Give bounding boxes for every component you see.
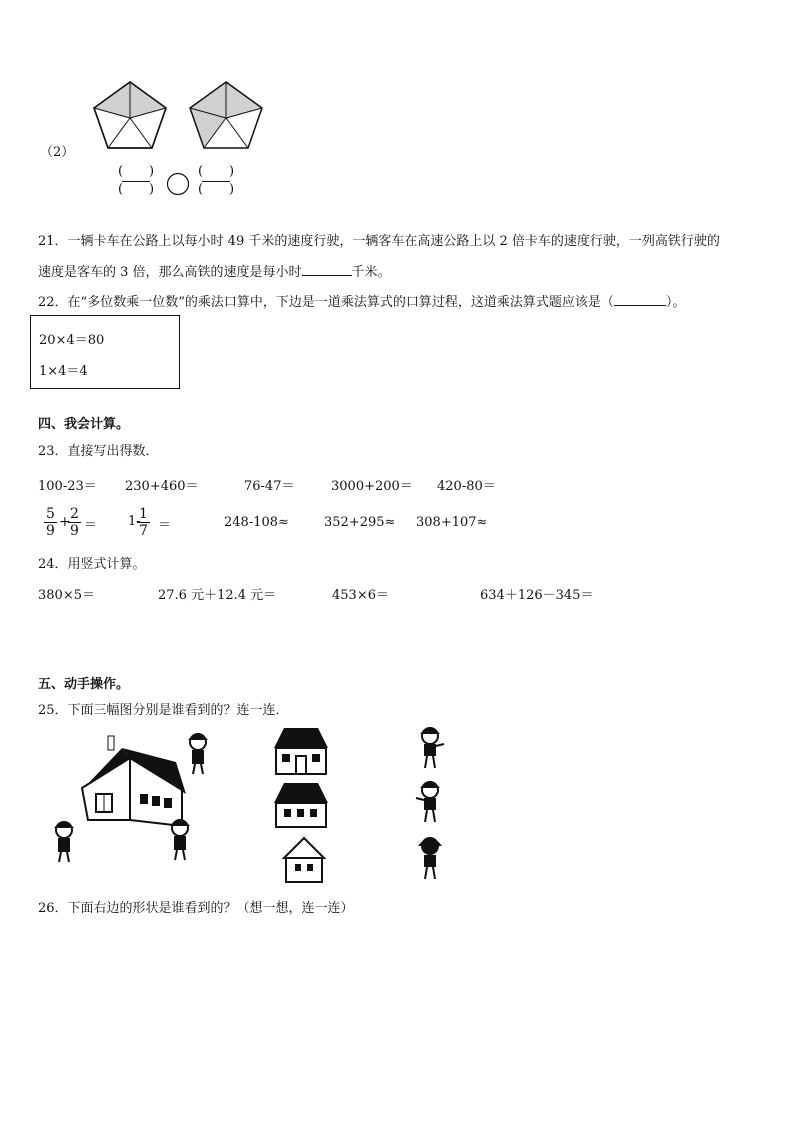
q24-item-3[interactable]: 453×6＝ bbox=[332, 588, 389, 603]
child-figure-3[interactable] bbox=[412, 834, 448, 882]
q21-line1: 21．一辆卡车在公路上以每小时 49 千米的速度行驶，一辆客车在高速公路上以 2 倍卡车的速度行驶，一列高铁行驶的 bbox=[38, 234, 720, 249]
q23-plus-sign: + bbox=[59, 514, 71, 530]
q23-item-10[interactable]: 308+107≈ bbox=[416, 515, 488, 530]
q26-title: 26．下面右边的形状是谁看到的？（想一想，连一连） bbox=[38, 901, 354, 916]
q21-line2: 速度是客车的 3 倍，那么高铁的速度是每小时 千米。 bbox=[38, 265, 391, 280]
q23-equals-1[interactable]: ＝ bbox=[84, 518, 98, 533]
q20-part-label: （2） bbox=[40, 145, 75, 160]
q23-fraction-1-7: $\frac{1}{7}$ bbox=[139, 506, 148, 539]
compare-circle[interactable] bbox=[166, 172, 190, 196]
q25-title: 25．下面三幅图分别是谁看到的？连一连． bbox=[38, 703, 289, 718]
q23-item-3[interactable]: 76-47＝ bbox=[244, 479, 295, 494]
pentagon-right-figure bbox=[186, 78, 266, 152]
house-view-side-long[interactable] bbox=[272, 781, 330, 829]
q24-title: 24．用竖式计算。 bbox=[38, 557, 146, 572]
q21-answer-blank[interactable] bbox=[302, 263, 352, 276]
child-figure-1[interactable] bbox=[412, 724, 448, 770]
child-figure-2[interactable] bbox=[412, 778, 448, 824]
q22-box-line-2: 1×4＝4 bbox=[39, 364, 88, 379]
q24-item-4[interactable]: 634＋126－345＝ bbox=[480, 588, 594, 603]
q23-item-4[interactable]: 3000+200＝ bbox=[331, 479, 413, 494]
q23-one-minus: 1- bbox=[128, 514, 141, 529]
section4-title: 四、我会计算。 bbox=[38, 417, 130, 432]
house-view-gable[interactable] bbox=[282, 836, 326, 886]
q23-fraction-2-9: $\frac{2}{9}$ bbox=[70, 506, 79, 539]
q23-title: 23．直接写出得数． bbox=[38, 444, 159, 459]
q23-item-9[interactable]: 352+295≈ bbox=[324, 515, 396, 530]
q23-equals-2[interactable]: ＝ bbox=[158, 518, 172, 533]
house-view-front[interactable] bbox=[272, 726, 330, 776]
house-scene-illustration bbox=[50, 728, 230, 868]
q22-calculation-box bbox=[30, 315, 180, 389]
q23-item-8[interactable]: 248-108≈ bbox=[224, 515, 289, 530]
q23-item-1[interactable]: 100-23＝ bbox=[38, 479, 97, 494]
q22-question: 22．在“多位数乘一位数”的乘法口算中，下边是一道乘法算式的口算过程，这道乘法算式题应该是（ ）。 bbox=[38, 295, 686, 310]
q23-item-2[interactable]: 230+460＝ bbox=[125, 479, 199, 494]
q22-answer-blank[interactable] bbox=[614, 293, 666, 306]
fraction-answer-left[interactable]: ( ) ( ) bbox=[118, 164, 155, 197]
fraction-answer-right[interactable]: ( ) ( ) bbox=[198, 164, 235, 197]
pentagon-left-figure bbox=[90, 78, 170, 152]
section5-title: 五、动手操作。 bbox=[38, 677, 130, 692]
q23-fraction-5-9: $\frac{5}{9}$ bbox=[46, 506, 55, 539]
q22-box-line-1: 20×4＝80 bbox=[39, 333, 105, 348]
q24-item-1[interactable]: 380×5＝ bbox=[38, 588, 95, 603]
q23-item-5[interactable]: 420-80＝ bbox=[437, 479, 496, 494]
q24-item-2[interactable]: 27.6 元＋12.4 元＝ bbox=[158, 588, 277, 603]
